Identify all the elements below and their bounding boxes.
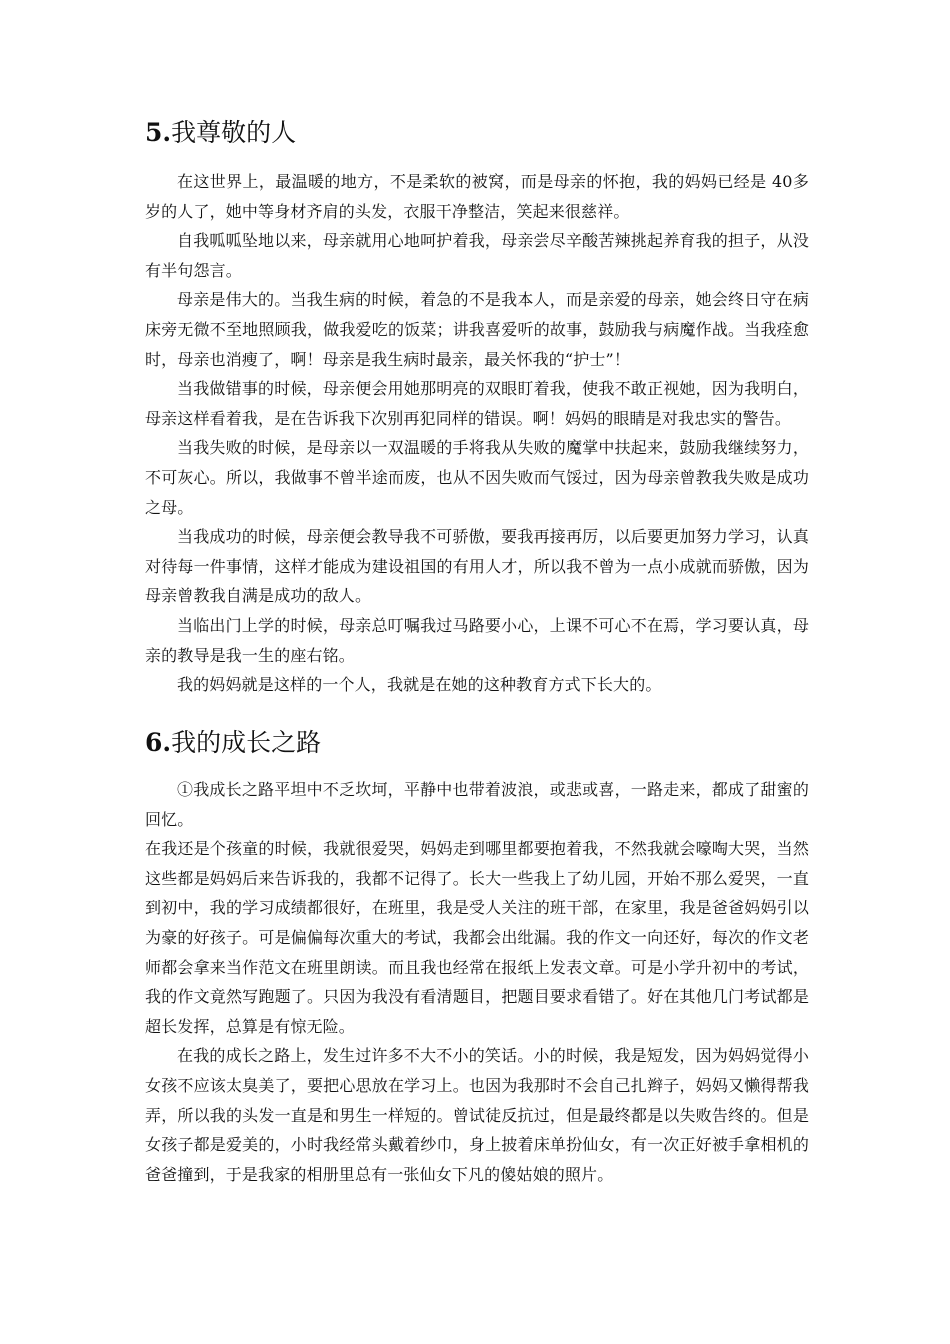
section-heading	[145, 116, 296, 150]
paragraph: 在我还是个孩童的时候，我就很爱哭，妈妈走到哪里都要抱着我，不然我就会嚎啕大哭，当然这些都是妈妈后来告诉我的，我都不记得了。长大一些我上了幼儿园，开始不那么爱哭，一直到初中，我的学习成绩都很好，在班里，我是受人关注的班干部，在家里，我是爸爸妈妈引以为豪的好孩子。可是偏偏每次重大的考试，我都会出纰漏。我的作文一向还好，每次的作文老师都会拿来当作范文在班里朗读。而且我也经常在报纸上发表文章。可是小学升初中的考试，我的作文竟然写跑题了。只因为我没有看清题目，把题目要求看错了。好在其他几门考试都是超长发挥，总算是有惊无险。	[145, 839, 809, 1036]
paragraph: 在我的成长之路上，发生过许多不大不小的笑话。小的时候，我是短发，因为妈妈觉得小女孩不应该太臭美了，要把心思放在学习上。也因为我那时不会自己扎辫子，妈妈又懒得帮我弄，所以我的头发一直是和男生一样短的。曾试徒反抗过，但是最终都是以失败告终的。但是女孩子都是爱美的，小时我经常头戴着纱巾，身上披着床单扮仙女，有一次正好被手拿相机的爸爸撞到，于是我家的相册里总有一张仙女下凡的傻姑娘的照片。	[145, 1046, 809, 1184]
paragraph: 母亲是伟大的。当我生病的时候，着急的不是我本人，而是亲爱的母亲，她会终日守在病床旁无微不至地照顾我，做我爱吃的饭菜；讲我喜爱听的故事，鼓励我与病魔作战。当我痊愈时，母亲也消瘦了，啊！母亲是我生病时最亲，最关怀我的“护士”！	[145, 290, 809, 369]
section-body	[145, 775, 809, 1189]
paragraph: 当我做错事的时候，母亲便会用她那明亮的双眼盯着我，使我不敢正视她，因为我明白，母亲这样看着我，是在告诉我下次别再犯同样的错误。啊！妈妈的眼睛是对我忠实的警告。	[145, 379, 809, 428]
paragraph: ①我成长之路平坦中不乏坎坷，平静中也带着波浪，或悲或喜，一路走来，都成了甜蜜的回忆。	[145, 780, 809, 829]
section-title: 我的成长之路	[171, 728, 322, 757]
paragraph: 当我成功的时候，母亲便会教导我不可骄傲，要我再接再厉，以后要更加努力学习，认真对待每一件事情，这样才能成为建设祖国的有用人才，所以我不曾为一点小成就而骄傲，因为母亲曾教我自满是成功的敌人。	[145, 527, 809, 606]
paragraph: 当临出门上学的时候，母亲总叮嘱我过马路要小心，上课不可心不在焉，学习要认真，母亲的教导是我一生的座右铭。	[145, 615, 809, 665]
paragraph: 当我失败的时候，是母亲以一双温暖的手将我从失败的魔掌中扶起来，鼓励我继续努力，不可灰心。所以，我做事不曾半途而废，也从不因失败而气馁过，因为母亲曾教我失败是成功之母。	[145, 438, 809, 517]
paragraph: 在这世界上，最温暖的地方，不是柔软的被窝，而是母亲的怀抱，我的妈妈已经是 40多岁的人了，她中等身材齐肩的头发，衣服干净整洁，笑起来很慈祥。	[145, 172, 809, 221]
section-title: 我尊敬的人	[171, 118, 297, 147]
section-heading	[145, 726, 321, 760]
section-body	[145, 167, 809, 700]
section-number: 5.	[145, 118, 172, 147]
paragraph: 我的妈妈就是这样的一个人，我就是在她的这种教育方式下长大的。	[177, 675, 662, 695]
section-number: 6.	[145, 728, 172, 757]
paragraph: 自我呱呱坠地以来，母亲就用心地呵护着我，母亲尝尽辛酸苦辣挑起养育我的担子，从没有半句怨言。	[145, 231, 809, 280]
